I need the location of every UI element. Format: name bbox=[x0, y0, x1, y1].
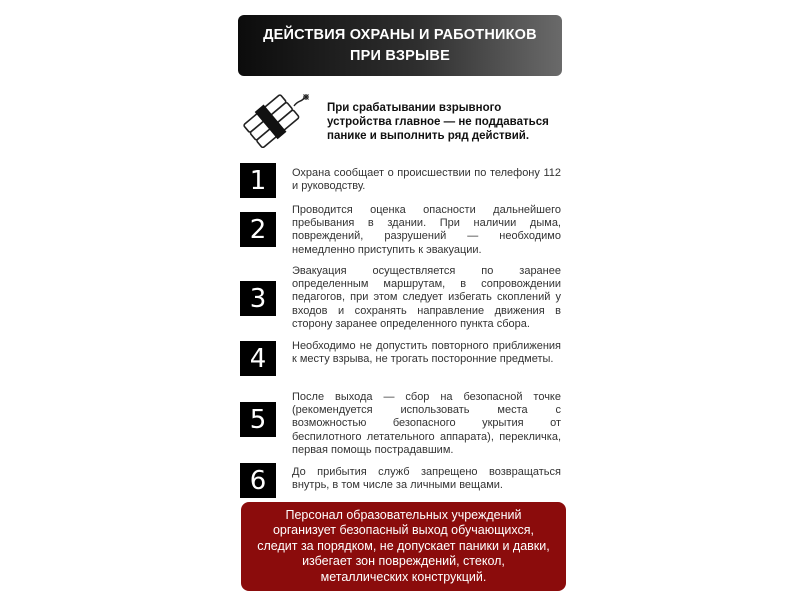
step-text-1: Охрана сообщает о происшествии по телефону 112 и руководству. bbox=[292, 167, 561, 193]
step-text-3: Эвакуация осуществляется по заранее определенным маршрутам, в сопровождении педагогов, при этом следует избегать скоплений у входов и сохранять направление движения в сторону заранее определенного пункта сбора. bbox=[292, 265, 561, 330]
step-number-3: 3 bbox=[240, 281, 276, 316]
step-text-5: После выхода — сбор на безопасной точке (рекомендуется использовать места с возможностью безопасного укрытия от беспилотного летательного аппарата), перекличка, первая помощь пострадавшим. bbox=[292, 391, 561, 456]
step-number-4: 4 bbox=[240, 341, 276, 376]
step-number-1: 1 bbox=[240, 163, 276, 198]
step-number-6: 6 bbox=[240, 463, 276, 498]
notice-text: Персонал образовательных учреждений организует безопасный выход обучающихся, следит за порядком, не допускает паники и давки, избегает зон повреждений, стекол, металлических конструкций. bbox=[257, 507, 550, 584]
step-text-2: Проводится оценка опасности дальнейшего пребывания в здании. При наличии дыма, повреждений, разрушений — необходимо немедленно приступить к эвакуации. bbox=[292, 204, 561, 256]
title-banner bbox=[238, 15, 562, 76]
step-text-4: Необходимо не допустить повторного приближения к месту взрыва, не трогать посторонние предметы. bbox=[292, 340, 561, 366]
step-number-2: 2 bbox=[240, 212, 276, 247]
step-text-6: До прибытия служб запрещено возвращаться внутрь, в том числе за личными вещами. bbox=[292, 466, 561, 492]
staff-duties-notice bbox=[241, 502, 566, 591]
page-title: ДЕЙСТВИЯ ОХРАНЫ И РАБОТНИКОВ ПРИ ВЗРЫВЕ bbox=[263, 26, 537, 64]
step-number-5: 5 bbox=[240, 402, 276, 437]
explosive-device-icon bbox=[240, 92, 318, 148]
intro-text: При срабатывании взрывного устройства главное — не поддаваться панике и выполнить ряд действий. bbox=[327, 102, 549, 142]
